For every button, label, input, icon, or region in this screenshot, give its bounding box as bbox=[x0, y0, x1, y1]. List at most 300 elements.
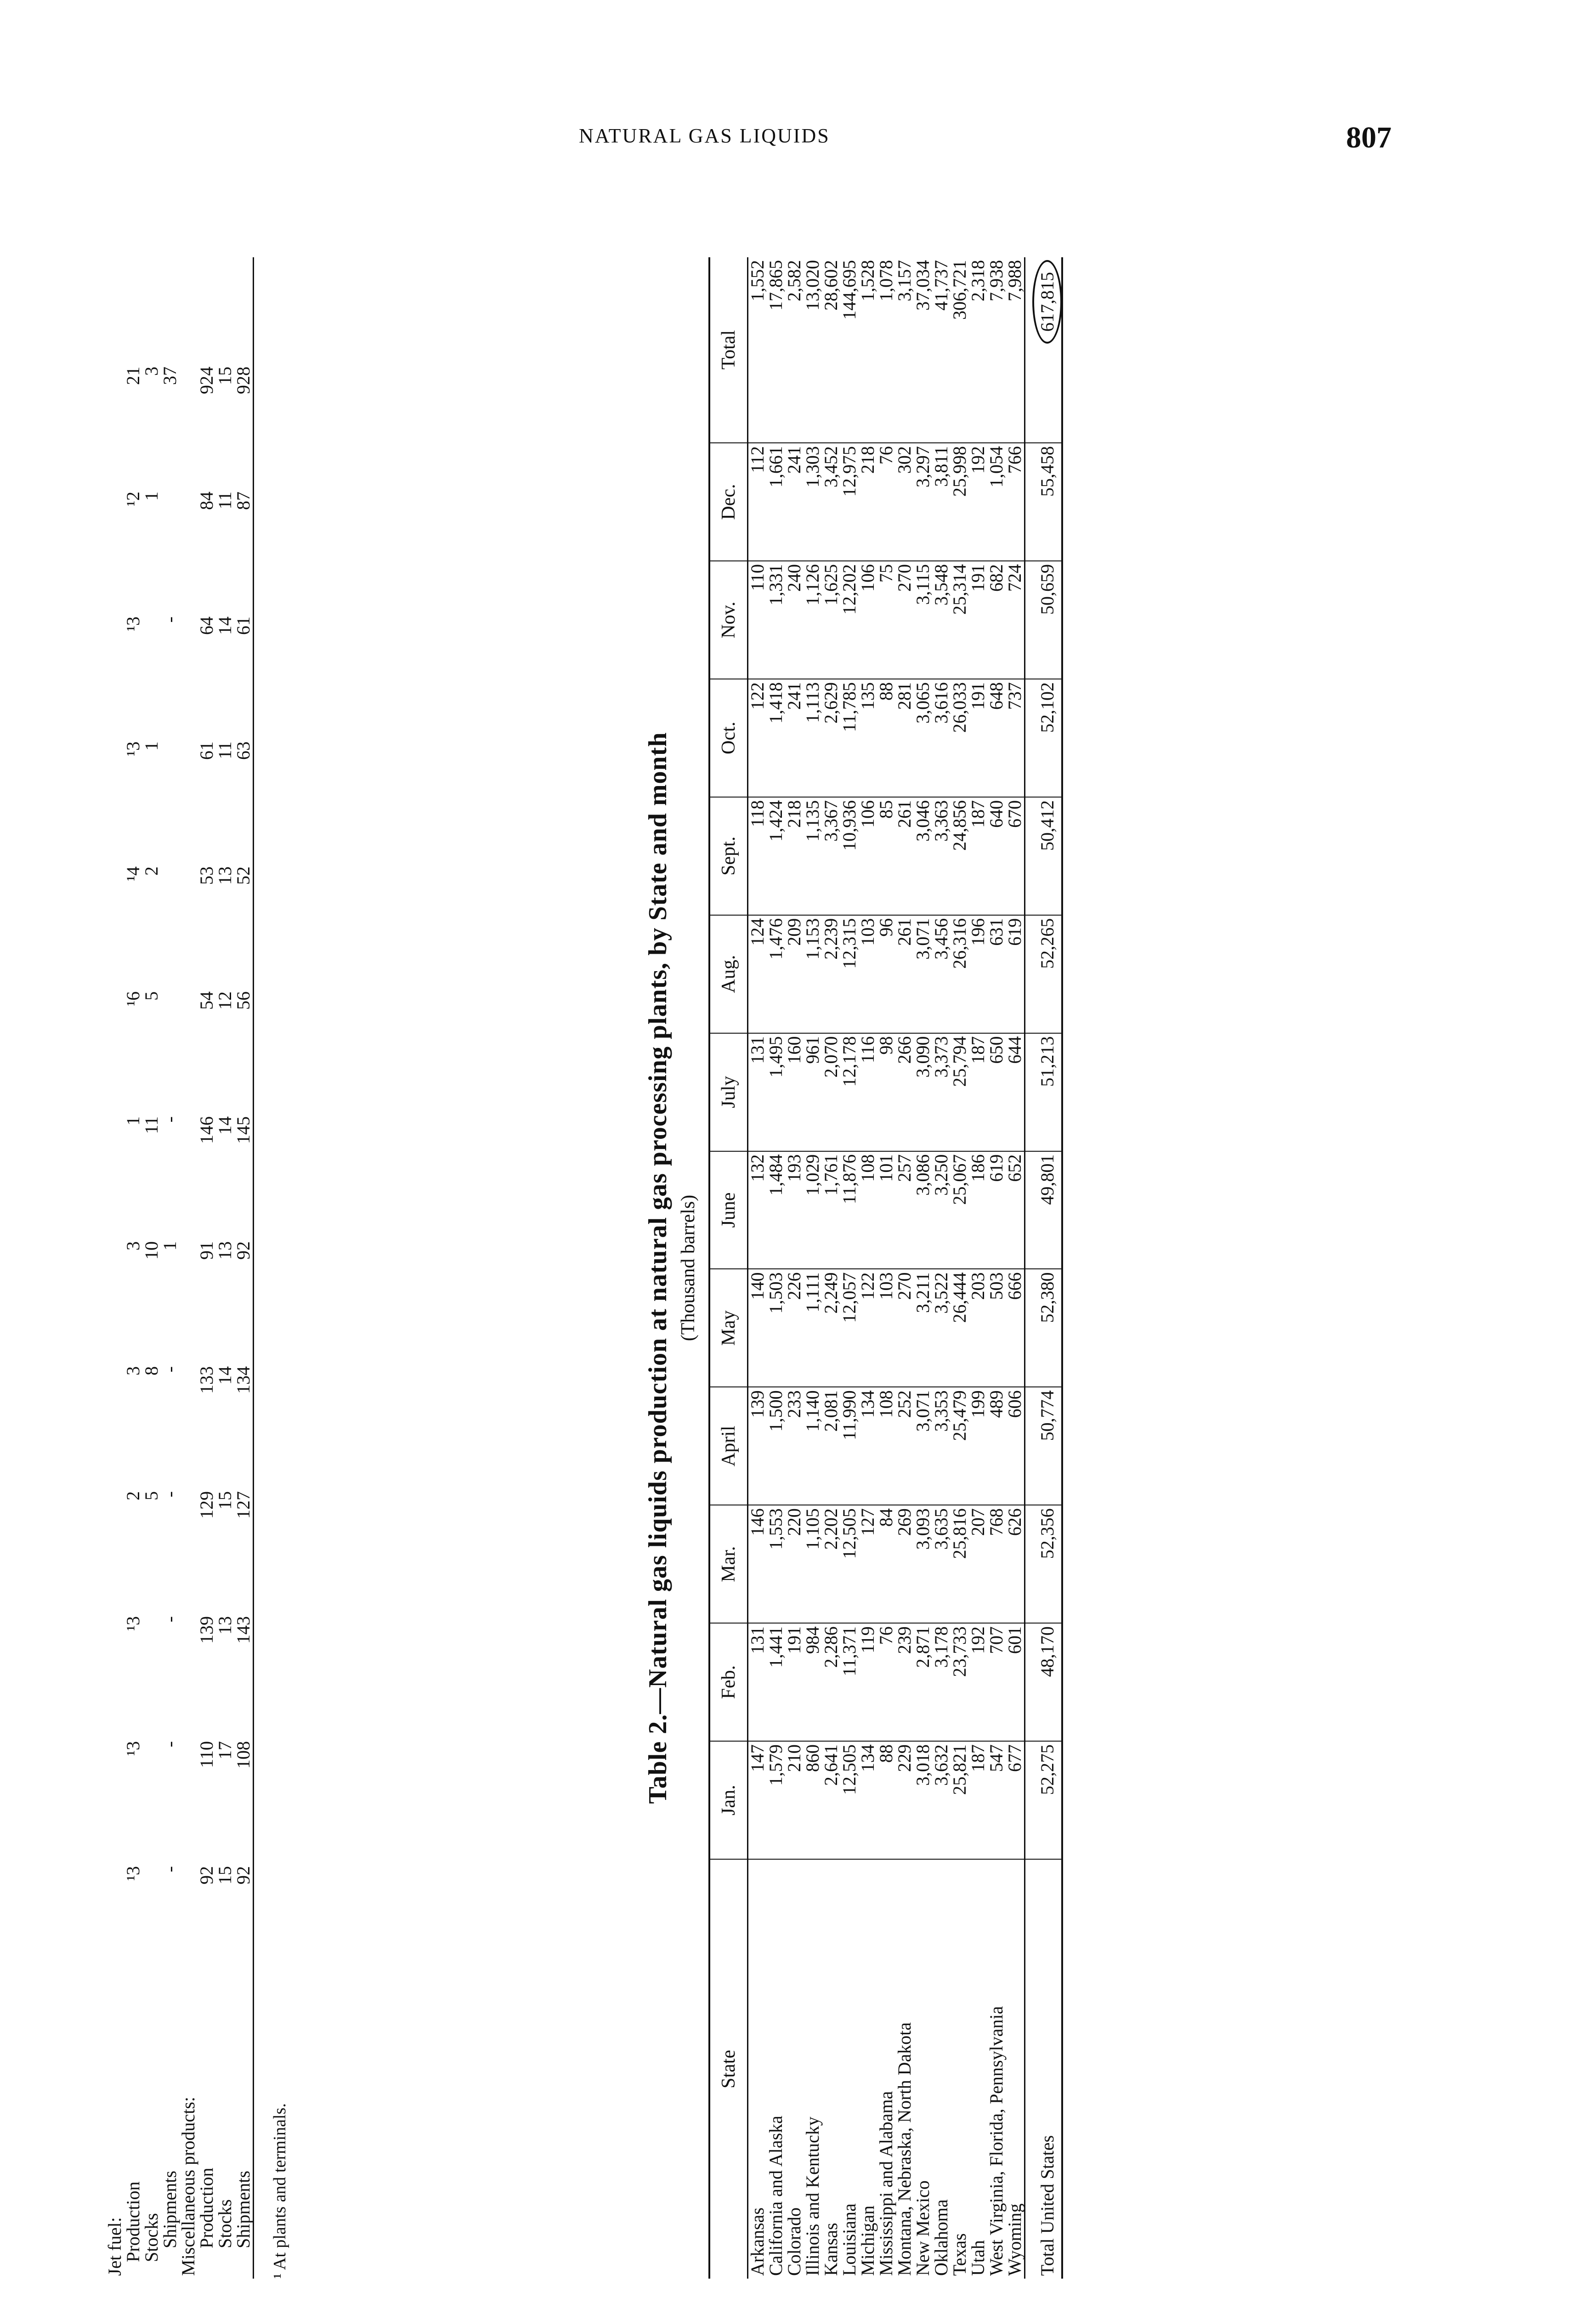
table-cell: 187 bbox=[969, 1033, 987, 1151]
table-cell: 1,661 bbox=[767, 443, 785, 561]
table-cell: 196 bbox=[969, 915, 987, 1033]
table-cell: 143 bbox=[233, 1616, 254, 1644]
table-cell: 132 bbox=[748, 1151, 767, 1269]
table-cell: 652 bbox=[1006, 1151, 1025, 1269]
table-cell: 53 bbox=[196, 866, 217, 885]
table-cell: 3,046 bbox=[914, 797, 932, 915]
table-cell: 1,153 bbox=[804, 915, 822, 1033]
table-cell bbox=[142, 614, 161, 739]
table-cell: ¹4 bbox=[123, 866, 143, 881]
column-header: July bbox=[709, 1033, 748, 1151]
table-cell: 13,020 bbox=[804, 257, 822, 443]
table-cell: - bbox=[159, 1366, 180, 1373]
row-label: Shipments bbox=[159, 2171, 180, 2248]
table-cell: 766 bbox=[1006, 443, 1025, 561]
table-cell: 75 bbox=[877, 561, 895, 679]
table-cell: 12,202 bbox=[840, 561, 859, 679]
table-cell: 1,111 bbox=[804, 1269, 822, 1387]
table-cell: 26,316 bbox=[951, 915, 969, 1033]
row-label: Jet fuel: bbox=[104, 2217, 125, 2276]
table-cell: 1,140 bbox=[804, 1387, 822, 1505]
table-cell: 1,552 bbox=[748, 257, 767, 443]
table-row bbox=[951, 257, 969, 2279]
table-cell: 191 bbox=[969, 561, 987, 679]
table-cell: 3,086 bbox=[914, 1151, 932, 1269]
table-cell: 3,811 bbox=[932, 443, 951, 561]
table-cell: 626 bbox=[1006, 1505, 1025, 1623]
table-cell: 1,761 bbox=[822, 1151, 840, 1269]
table-cell: 84 bbox=[196, 492, 217, 510]
table-cell: 13 bbox=[215, 866, 235, 885]
table-cell: 229 bbox=[895, 1741, 914, 1859]
table-row bbox=[877, 257, 895, 2279]
table-cell: 26,033 bbox=[951, 679, 969, 797]
table-cell bbox=[161, 864, 179, 989]
table-cell bbox=[179, 1114, 198, 1239]
table-cell: 13 bbox=[215, 1241, 235, 1260]
table-cell bbox=[179, 739, 198, 864]
table-cell: 11,876 bbox=[840, 1151, 859, 1269]
table-row bbox=[748, 257, 767, 2279]
table-cell: 12,178 bbox=[840, 1033, 859, 1151]
table-row bbox=[859, 257, 877, 2279]
row-label: Stocks bbox=[215, 2199, 235, 2248]
table-cell: 1,625 bbox=[822, 561, 840, 679]
table-cell: 1,579 bbox=[767, 1741, 785, 1859]
table-cell: 1,424 bbox=[767, 797, 785, 915]
table-cell: ¹3 bbox=[123, 741, 143, 756]
table-cell: 3,178 bbox=[932, 1623, 951, 1741]
table-cell: 924 bbox=[196, 367, 217, 394]
table-cell: 187 bbox=[969, 797, 987, 915]
table-cell bbox=[106, 1738, 124, 1863]
table-cell: 3,250 bbox=[932, 1151, 951, 1269]
table-cell bbox=[106, 739, 124, 864]
table-cell: 1,054 bbox=[987, 443, 1006, 561]
table-cell: 2,202 bbox=[822, 1505, 840, 1623]
state-name: New Mexico bbox=[912, 2180, 933, 2276]
table-cell: 3,635 bbox=[932, 1505, 951, 1623]
table-cell: 631 bbox=[987, 915, 1006, 1033]
table-cell: 650 bbox=[987, 1033, 1006, 1151]
table-cell: 76 bbox=[877, 1623, 895, 1741]
row-label: Production bbox=[196, 2167, 217, 2248]
table-cell: 1,500 bbox=[767, 1387, 785, 1505]
state-name: California and Alaska bbox=[765, 2116, 786, 2276]
table-cell: 644 bbox=[1006, 1033, 1025, 1151]
table-cell: 1,484 bbox=[767, 1151, 785, 1269]
table-cell: 63 bbox=[233, 741, 254, 760]
table-cell: 3 bbox=[123, 1241, 143, 1250]
table-cell: 3,616 bbox=[932, 679, 951, 797]
table-cell bbox=[179, 1738, 198, 1863]
table-cell: 666 bbox=[1006, 1269, 1025, 1387]
table-cell: 209 bbox=[785, 915, 804, 1033]
table-cell: 135 bbox=[859, 679, 877, 797]
table-cell: 266 bbox=[895, 1033, 914, 1151]
table-row bbox=[895, 257, 914, 2279]
table-cell: 3,211 bbox=[914, 1269, 932, 1387]
table-cell: 270 bbox=[895, 1269, 914, 1387]
table-cell: 3,452 bbox=[822, 443, 840, 561]
table-cell: 2,239 bbox=[822, 915, 840, 1033]
table-cell: 1,113 bbox=[804, 679, 822, 797]
table-cell: 14 bbox=[215, 1366, 235, 1385]
table-cell: 122 bbox=[748, 679, 767, 797]
table-cell: 547 bbox=[987, 1741, 1006, 1859]
table-cell: 129 bbox=[196, 1491, 217, 1519]
table-cell: ¹6 bbox=[123, 991, 143, 1006]
table-cell: 648 bbox=[987, 679, 1006, 797]
table-subtitle: (Thousand barrels) bbox=[678, 1194, 699, 1341]
table-cell: 1 bbox=[141, 492, 162, 501]
table-cell bbox=[142, 1613, 161, 1738]
state-name: Illinois and Kentucky bbox=[802, 2116, 823, 2276]
table-cell: - bbox=[159, 1866, 180, 1873]
table-cell bbox=[179, 1863, 198, 1988]
table-cell: 10 bbox=[141, 1241, 162, 1260]
table-cell bbox=[106, 1613, 124, 1738]
row-label: Miscellaneous products: bbox=[178, 2097, 198, 2276]
table-cell: 144,695 bbox=[840, 257, 859, 443]
table-cell: 7,988 bbox=[1006, 257, 1025, 443]
table-cell: 55,458 bbox=[1025, 443, 1063, 561]
table-cell: 192 bbox=[969, 1623, 987, 1741]
circled-total: 617,815 bbox=[1032, 260, 1062, 344]
table-cell: 37,034 bbox=[914, 257, 932, 443]
table-cell: 3,456 bbox=[932, 915, 951, 1033]
table-row bbox=[142, 364, 161, 2279]
table-cell: 13 bbox=[215, 1616, 235, 1635]
table-cell: 12,505 bbox=[840, 1741, 859, 1859]
table-cell: 11 bbox=[215, 741, 235, 759]
table-cell: 12,057 bbox=[840, 1269, 859, 1387]
table-cell: 50,412 bbox=[1025, 797, 1063, 915]
table-cell: 281 bbox=[895, 679, 914, 797]
table-cell: 21 bbox=[123, 367, 143, 385]
table-cell bbox=[179, 614, 198, 739]
table-row bbox=[106, 364, 124, 2279]
table-cell: 3 bbox=[141, 367, 162, 376]
table-cell: 2,871 bbox=[914, 1623, 932, 1741]
table-cell: 192 bbox=[969, 443, 987, 561]
table-cell: 25,479 bbox=[951, 1387, 969, 1505]
state-name: Mississippi and Alabama bbox=[876, 2091, 896, 2276]
table-cell: 677 bbox=[1006, 1741, 1025, 1859]
table-cell: 101 bbox=[877, 1151, 895, 1269]
state-name: Kansas bbox=[821, 2223, 841, 2276]
table-cell bbox=[179, 1239, 198, 1363]
table-cell: 87 bbox=[233, 492, 254, 510]
table-cell: 193 bbox=[785, 1151, 804, 1269]
table-header-row bbox=[709, 257, 748, 2279]
table-row bbox=[785, 257, 804, 2279]
table-cell: 257 bbox=[895, 1151, 914, 1269]
table-cell: 134 bbox=[859, 1741, 877, 1859]
table-body bbox=[748, 257, 1063, 2279]
table-cell bbox=[142, 1863, 161, 1988]
table-cell: 768 bbox=[987, 1505, 1006, 1623]
table-cell: 984 bbox=[804, 1623, 822, 1741]
table-cell: ¹2 bbox=[123, 492, 143, 506]
table-cell: 1,331 bbox=[767, 561, 785, 679]
table-cell: 108 bbox=[233, 1741, 254, 1769]
table-row bbox=[179, 364, 198, 2279]
table-row bbox=[987, 257, 1006, 2279]
table-cell: 146 bbox=[748, 1505, 767, 1623]
table-cell: 124 bbox=[748, 915, 767, 1033]
row-label: Stocks bbox=[141, 2213, 162, 2262]
table-cell: 108 bbox=[859, 1151, 877, 1269]
column-header: Jan. bbox=[709, 1741, 748, 1859]
table-cell: 503 bbox=[987, 1269, 1006, 1387]
table-cell: 3,093 bbox=[914, 1505, 932, 1623]
table-cell: 724 bbox=[1006, 561, 1025, 679]
table-cell: 860 bbox=[804, 1741, 822, 1859]
table-cell: 2,081 bbox=[822, 1387, 840, 1505]
table-cell: 41,737 bbox=[932, 257, 951, 443]
table-cell: 3,071 bbox=[914, 1387, 932, 1505]
table-cell: 2,249 bbox=[822, 1269, 840, 1387]
table-cell bbox=[161, 989, 179, 1114]
table-cell: 3,071 bbox=[914, 915, 932, 1033]
table-cell: 25,998 bbox=[951, 443, 969, 561]
table-cell: ¹3 bbox=[123, 617, 143, 631]
table-cell: 1,495 bbox=[767, 1033, 785, 1151]
table-cell: 606 bbox=[1006, 1387, 1025, 1505]
table-cell: 191 bbox=[785, 1623, 804, 1741]
table-cell: 96 bbox=[877, 915, 895, 1033]
table-cell: 1,135 bbox=[804, 797, 822, 915]
table-cell: 12,505 bbox=[840, 1505, 859, 1623]
column-header: Total bbox=[709, 257, 748, 443]
table-cell: 187 bbox=[969, 1741, 987, 1859]
table-cell: 191 bbox=[969, 679, 987, 797]
table-cell: 2,582 bbox=[785, 257, 804, 443]
table-cell: 3,632 bbox=[932, 1741, 951, 1859]
table-cell bbox=[106, 864, 124, 989]
table-cell: 106 bbox=[859, 797, 877, 915]
table-rule bbox=[253, 257, 254, 2279]
table-cell: 52,380 bbox=[1025, 1269, 1063, 1387]
table-cell: 14 bbox=[215, 617, 235, 635]
table-cell: 2,070 bbox=[822, 1033, 840, 1151]
table-cell: 17 bbox=[215, 1741, 235, 1760]
state-name: Wyoming bbox=[1004, 2203, 1025, 2276]
table-cell bbox=[179, 1613, 198, 1738]
state-name: Texas bbox=[949, 2233, 970, 2276]
table-cell bbox=[106, 1488, 124, 1613]
table-cell: 26,444 bbox=[951, 1269, 969, 1387]
table-cell: 139 bbox=[196, 1616, 217, 1644]
table-cell bbox=[161, 739, 179, 864]
table-cell: 12 bbox=[215, 991, 235, 1010]
table-cell: 103 bbox=[877, 1269, 895, 1387]
table-cell: 8 bbox=[141, 1366, 162, 1375]
table-cell: 5 bbox=[141, 991, 162, 1001]
table-cell: 15 bbox=[215, 1491, 235, 1510]
table-cell: 1,553 bbox=[767, 1505, 785, 1623]
table2-section bbox=[643, 257, 1231, 2279]
table-cell: - bbox=[159, 1741, 180, 1748]
table-cell: 92 bbox=[196, 1866, 217, 1884]
table-cell: 37 bbox=[159, 367, 180, 385]
table-cell: 218 bbox=[785, 797, 804, 915]
table-title: Table 2.—Natural gas liquids production at natural gas processing plants, by State and month bbox=[644, 732, 672, 1804]
table-cell: 207 bbox=[969, 1505, 987, 1623]
table-row bbox=[804, 257, 822, 2279]
table-cell: 25,314 bbox=[951, 561, 969, 679]
table-cell: 3,363 bbox=[932, 797, 951, 915]
continued-table bbox=[106, 364, 253, 2279]
table-cell: 145 bbox=[233, 1116, 254, 1144]
table-cell: 52,102 bbox=[1025, 679, 1063, 797]
table-cell: 2 bbox=[141, 866, 162, 876]
continued-table-section bbox=[106, 257, 372, 2279]
table-cell: 619 bbox=[1006, 915, 1025, 1033]
table-cell: 25,821 bbox=[951, 1741, 969, 1859]
table-cell: 306,721 bbox=[951, 257, 969, 443]
table-cell: 3,373 bbox=[932, 1033, 951, 1151]
table-cell: 131 bbox=[748, 1623, 767, 1741]
column-header: June bbox=[709, 1151, 748, 1269]
column-header: Oct. bbox=[709, 679, 748, 797]
table-cell: 11 bbox=[141, 1116, 162, 1134]
table-cell: 54 bbox=[196, 991, 217, 1010]
state-name: Oklahoma bbox=[931, 2199, 951, 2276]
table-cell: 23,733 bbox=[951, 1623, 969, 1741]
table-cell: 49,801 bbox=[1025, 1151, 1063, 1269]
table-cell: 1,029 bbox=[804, 1151, 822, 1269]
table-cell: 3,367 bbox=[822, 797, 840, 915]
table-cell: 91 bbox=[196, 1241, 217, 1260]
row-label: Production bbox=[123, 2181, 143, 2262]
table-cell: 239 bbox=[895, 1623, 914, 1741]
table-cell: 2 bbox=[123, 1491, 143, 1500]
table-cell: 17,865 bbox=[767, 257, 785, 443]
table-cell bbox=[106, 614, 124, 739]
column-header: Nov. bbox=[709, 561, 748, 679]
table-cell: 147 bbox=[748, 1741, 767, 1859]
table-cell bbox=[179, 1363, 198, 1488]
table-cell bbox=[179, 364, 198, 489]
table-cell: 122 bbox=[859, 1269, 877, 1387]
table-cell: 203 bbox=[969, 1269, 987, 1387]
table-cell: 640 bbox=[987, 797, 1006, 915]
table-cell: 24,856 bbox=[951, 797, 969, 915]
table-cell: 3,065 bbox=[914, 679, 932, 797]
total-label: Total United States bbox=[1025, 1859, 1063, 2279]
table-row bbox=[914, 257, 932, 2279]
table-cell: 50,774 bbox=[1025, 1387, 1063, 1505]
table-cell: 261 bbox=[895, 797, 914, 915]
table-cell: 160 bbox=[785, 1033, 804, 1151]
table-cell: 302 bbox=[895, 443, 914, 561]
total-row bbox=[1025, 257, 1063, 2279]
table-cell: 52,275 bbox=[1025, 1741, 1063, 1859]
table-cell bbox=[106, 1239, 124, 1363]
table-cell: 61 bbox=[233, 617, 254, 635]
table-row bbox=[767, 257, 785, 2279]
table-cell: 1,441 bbox=[767, 1623, 785, 1741]
table-cell: 108 bbox=[877, 1387, 895, 1505]
table-cell: 619 bbox=[987, 1151, 1006, 1269]
table-cell: 1 bbox=[123, 1116, 143, 1126]
table-cell: 15 bbox=[215, 367, 235, 385]
table-cell: 52,265 bbox=[1025, 915, 1063, 1033]
state-name: Colorado bbox=[784, 2207, 804, 2276]
table-cell: 110 bbox=[748, 561, 767, 679]
running-head: NATURAL GAS LIQUIDS bbox=[579, 124, 830, 147]
table-cell: 131 bbox=[748, 1033, 767, 1151]
table-cell: 127 bbox=[859, 1505, 877, 1623]
table-row bbox=[198, 364, 216, 2279]
table-cell: 3,090 bbox=[914, 1033, 932, 1151]
table-cell: 3,157 bbox=[895, 257, 914, 443]
table-cell: 76 bbox=[877, 443, 895, 561]
table-cell: 233 bbox=[785, 1387, 804, 1505]
column-header: April bbox=[709, 1387, 748, 1505]
table-cell: 241 bbox=[785, 443, 804, 561]
table-cell: 7,938 bbox=[987, 257, 1006, 443]
table-cell: 127 bbox=[233, 1491, 254, 1519]
table-cell: 252 bbox=[895, 1387, 914, 1505]
table-cell: - bbox=[159, 617, 180, 623]
table-cell: 737 bbox=[1006, 679, 1025, 797]
table-row bbox=[1006, 257, 1025, 2279]
table-cell: 489 bbox=[987, 1387, 1006, 1505]
table-cell: 1,418 bbox=[767, 679, 785, 797]
state-name: Montana, Nebraska, North Dakota bbox=[894, 2022, 915, 2276]
table-cell: 1,078 bbox=[877, 257, 895, 443]
table-cell: 1,476 bbox=[767, 915, 785, 1033]
table-cell bbox=[179, 489, 198, 614]
table-cell: 961 bbox=[804, 1033, 822, 1151]
table-row bbox=[216, 364, 234, 2279]
table-cell: 210 bbox=[785, 1741, 804, 1859]
table-row bbox=[234, 364, 253, 2279]
state-name: Utah bbox=[968, 2240, 988, 2276]
table-cell: 240 bbox=[785, 561, 804, 679]
table-row bbox=[932, 257, 951, 2279]
table-cell: 11,785 bbox=[840, 679, 859, 797]
production-table bbox=[708, 257, 1063, 2279]
table-cell: 146 bbox=[196, 1116, 217, 1144]
table-cell bbox=[161, 489, 179, 614]
column-header: May bbox=[709, 1269, 748, 1387]
table-cell: 1,105 bbox=[804, 1505, 822, 1623]
table-cell: 140 bbox=[748, 1269, 767, 1387]
column-header: State bbox=[709, 1859, 748, 2279]
table-cell: 110 bbox=[196, 1741, 217, 1768]
table-cell: 1,126 bbox=[804, 561, 822, 679]
table-cell: 134 bbox=[859, 1387, 877, 1505]
table-cell: 220 bbox=[785, 1505, 804, 1623]
table-cell bbox=[106, 1363, 124, 1488]
footnote: ¹ At plants and terminals. bbox=[270, 2103, 289, 2279]
row-label: Shipments bbox=[233, 2171, 254, 2248]
table-cell: 106 bbox=[859, 561, 877, 679]
table-cell: 52,356 bbox=[1025, 1505, 1063, 1623]
table-cell: 2,641 bbox=[822, 1741, 840, 1859]
table-cell: 1,303 bbox=[804, 443, 822, 561]
table-cell bbox=[106, 1863, 124, 1988]
table-cell: 707 bbox=[987, 1623, 1006, 1741]
table-cell: 3 bbox=[123, 1366, 143, 1375]
table-cell: 103 bbox=[859, 915, 877, 1033]
table-cell: 48,170 bbox=[1025, 1623, 1063, 1741]
table-cell: 3,018 bbox=[914, 1741, 932, 1859]
